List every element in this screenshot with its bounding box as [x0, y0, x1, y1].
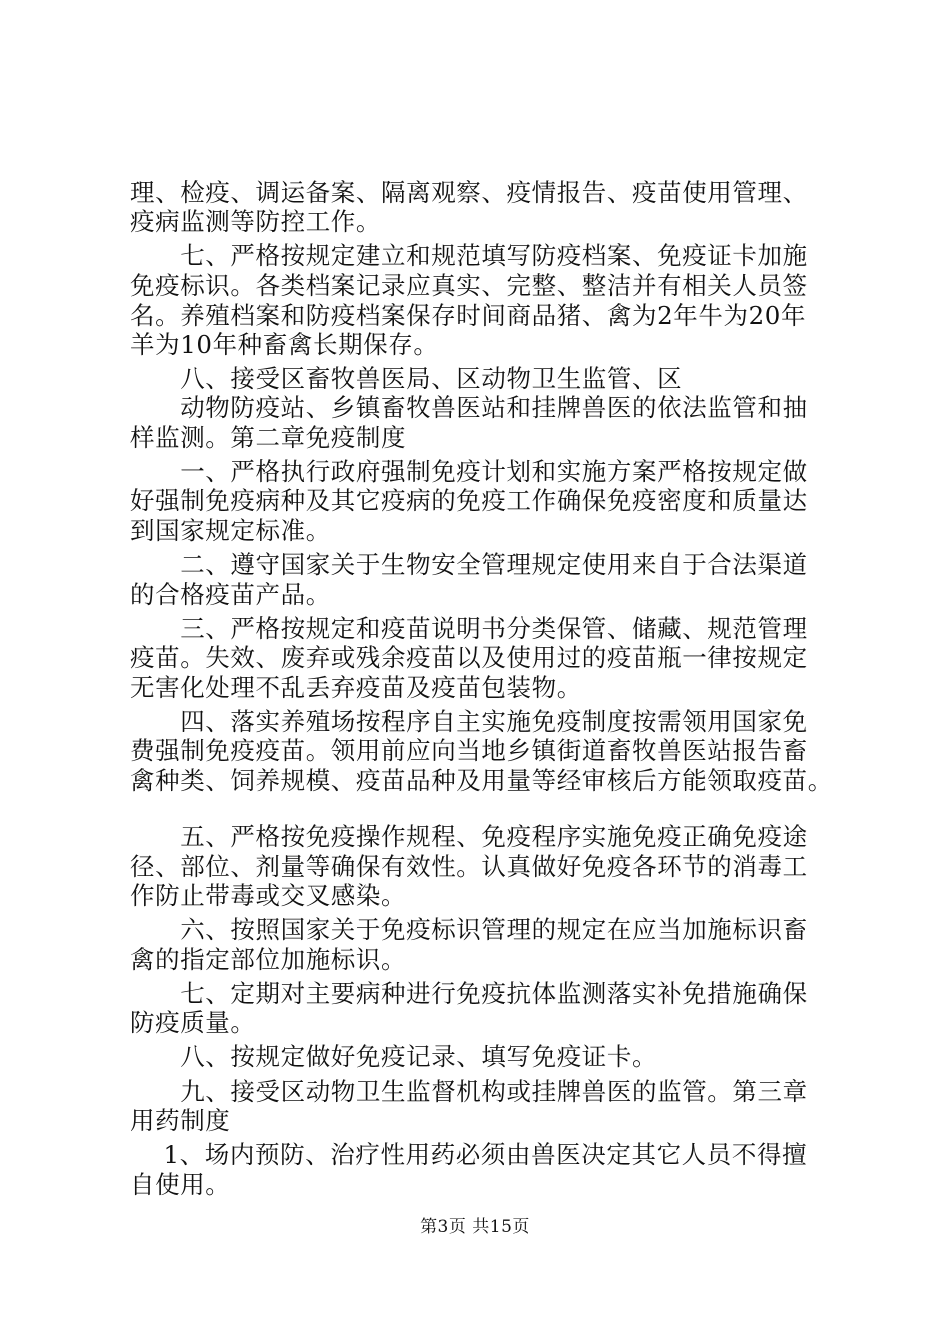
text-line: 用药制度: [130, 1106, 231, 1135]
text-line: 1、场内预防、治疗性用药必须由兽医决定其它人员不得擅: [130, 1140, 808, 1169]
text-line: 疫苗。失效、废弃或残余疫苗以及使用过的疫苗瓶一律按规定: [130, 643, 808, 672]
text-line: 四、落实养殖场按程序自主实施免疫制度按需领用国家免: [130, 707, 808, 736]
text-line: 好强制免疫病种及其它疫病的免疫工作确保免疫密度和质量达: [130, 486, 808, 515]
text-line: 羊为10年种畜禽长期保存。: [130, 330, 439, 359]
text-line: 七、定期对主要病种进行免疫抗体监测落实补免措施确保: [130, 979, 808, 1008]
text-line: 自使用。: [130, 1170, 231, 1199]
text-line: 免疫标识。各类档案记录应真实、完整、整洁并有相关人员签: [130, 271, 808, 300]
text-line: 作防止带毒或交叉感染。: [130, 881, 407, 910]
text-line: 理、检疫、调运备案、隔离观察、疫情报告、疫苗使用管理、: [130, 178, 808, 207]
text-line: 防疫质量。: [130, 1008, 256, 1037]
text-line: 六、按照国家关于免疫标识管理的规定在应当加施标识畜: [130, 915, 808, 944]
text-line: 三、严格按规定和疫苗说明书分类保管、储藏、规范管理: [130, 614, 808, 643]
text-line: 一、严格执行政府强制免疫计划和实施方案严格按规定做: [130, 457, 808, 486]
text-line: 八、按规定做好免疫记录、填写免疫证卡。: [130, 1042, 658, 1071]
text-line: 七、严格按规定建立和规范填写防疫档案、免疫证卡加施: [130, 241, 808, 270]
text-line: 径、部位、剂量等确保有效性。认真做好免疫各环节的消毒工: [130, 852, 808, 881]
text-line: 无害化处理不乱丢弃疫苗及疫苗包装物。: [130, 673, 582, 702]
text-line: 到国家规定标准。: [130, 516, 331, 545]
text-line: 五、严格按免疫操作规程、免疫程序实施免疫正确免疫途: [130, 822, 808, 851]
text-line: 的合格疫苗产品。: [130, 580, 331, 609]
text-line: 禽的指定部位加施标识。: [130, 945, 407, 974]
text-line: 名。养殖档案和防疫档案保存时间商品猪、禽为2年牛为20年: [130, 301, 807, 330]
text-line: 九、接受区动物卫生监督机构或挂牌兽医的监管。第三章: [130, 1077, 808, 1106]
text-line: 样监测。第二章免疫制度: [130, 423, 407, 452]
text-line: 动物防疫站、乡镇畜牧兽医站和挂牌兽医的依法监管和抽: [130, 393, 808, 422]
text-line: 禽种类、饲养规模、疫苗品种及用量等经审核后方能领取疫苗。: [130, 766, 833, 795]
page-footer: 第3页 共15页: [420, 1217, 530, 1237]
text-line: 八、接受区畜牧兽医局、区动物卫生监管、区: [130, 364, 683, 393]
text-line: 二、遵守国家关于生物安全管理规定使用来自于合法渠道: [130, 550, 808, 579]
text-line: 费强制免疫疫苗。领用前应向当地乡镇街道畜牧兽医站报告畜: [130, 736, 808, 765]
text-line: 疫病监测等防控工作。: [130, 207, 381, 236]
